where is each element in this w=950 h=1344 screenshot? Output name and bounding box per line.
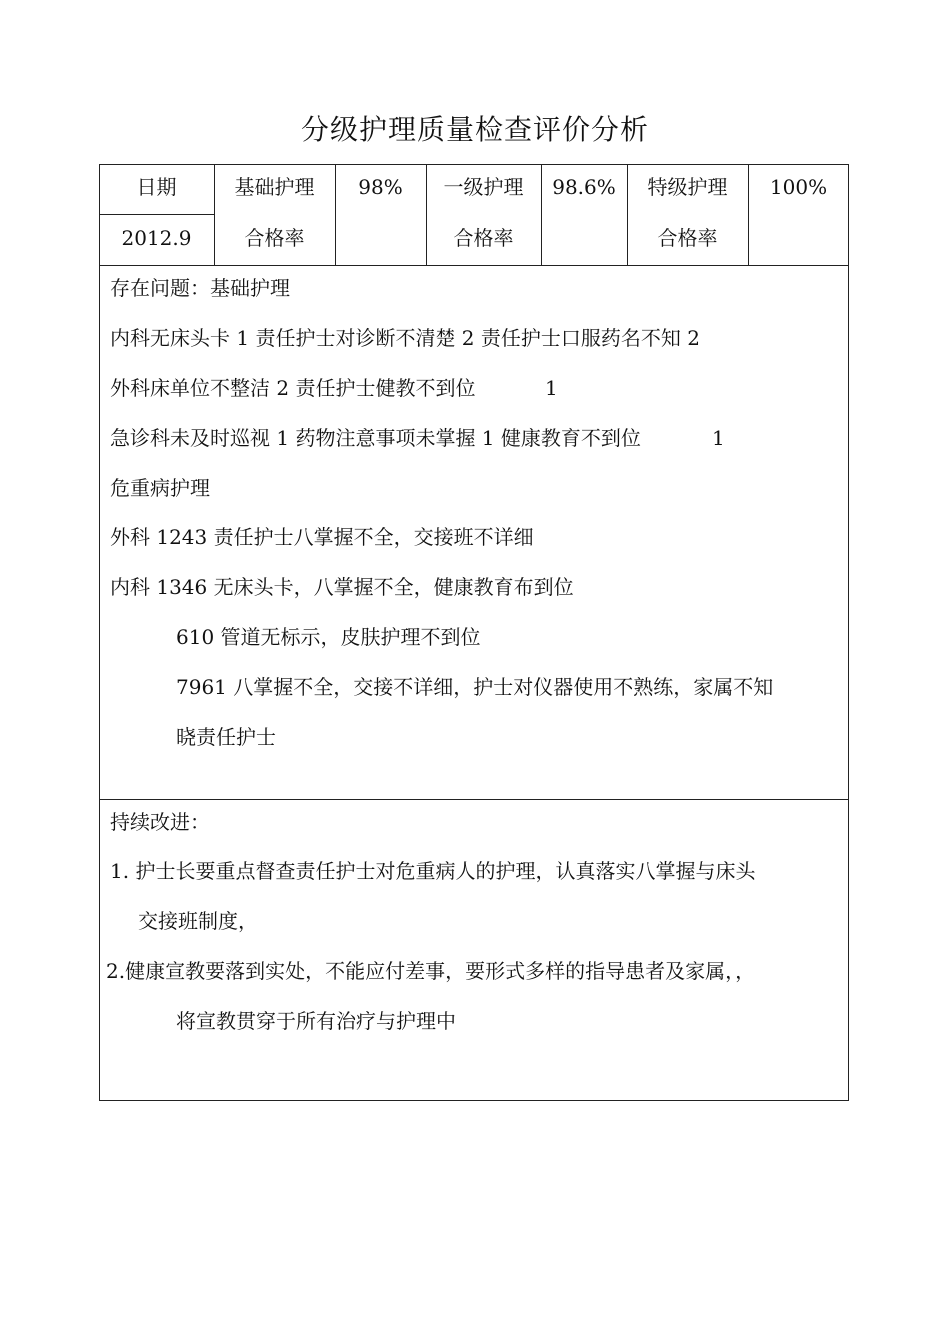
problem-surgery-count: 1 [545,376,558,400]
special-care-label-line1: 特级护理 [647,175,728,199]
date-cell-divider [99,214,214,215]
improvement-item1-line1: 1. 护士长要重点督查责任护士对危重病人的护理，认真落实八掌握与床头 [110,859,756,883]
basic-care-pass-rate: 98% [358,175,403,199]
level1-care-label-line1: 一级护理 [443,175,524,199]
improvement-item2-line1: 2.健康宣教要落到实处，不能应付差事，要形式多样的指导患者及家属，， [106,959,756,983]
date-value: 2012.9 [121,226,192,250]
summary-row-bottom-border [99,265,849,266]
problems-section-bottom-border [99,799,849,800]
critical-bed-7961-line1: 7961 八掌握不全，交接不详细，护士对仪器使用不熟练，家属不知 [176,675,774,699]
problem-emergency: 急诊科未及时巡视 1 药物注意事项未掌握 1 健康教育不到位 [110,426,641,450]
page-title: 分级护理质量检查评价分析 [300,113,649,146]
problem-surgery: 外科床单位不整洁 2 责任护士健教不到位 [110,376,476,400]
date-label: 日期 [136,175,177,199]
special-care-pass-rate: 100% [769,175,828,199]
problem-internal-medicine: 内科无床头卡 1 责任护士对诊断不清楚 2 责任护士口服药名不知 2 [110,326,700,350]
problems-heading: 存在问题：基础护理 [110,276,290,300]
level1-care-label-line2: 合格率 [453,226,514,250]
improvement-heading: 持续改进： [110,810,210,834]
improvement-item1-line2: 交接班制度， [138,909,258,933]
critical-internal-medicine: 内科 1346 无床头卡，八掌握不全，健康教育布到位 [110,575,574,599]
special-care-label-line2: 合格率 [657,226,718,250]
improvement-item2-line2: 将宣教贯穿于所有治疗与护理中 [176,1009,456,1033]
critical-surgery: 外科 1243 责任护士八掌握不全，交接班不详细 [110,525,534,549]
critical-bed-7961-line2: 晓责任护士 [176,725,276,749]
level1-care-pass-rate: 98.6% [552,175,616,199]
critical-bed-610: 610 管道无标示，皮肤护理不到位 [176,625,481,649]
problem-emergency-count: 1 [712,426,725,450]
basic-care-label-line2: 合格率 [244,226,305,250]
critical-care-heading: 危重病护理 [110,476,210,500]
basic-care-label-line1: 基础护理 [234,175,315,199]
